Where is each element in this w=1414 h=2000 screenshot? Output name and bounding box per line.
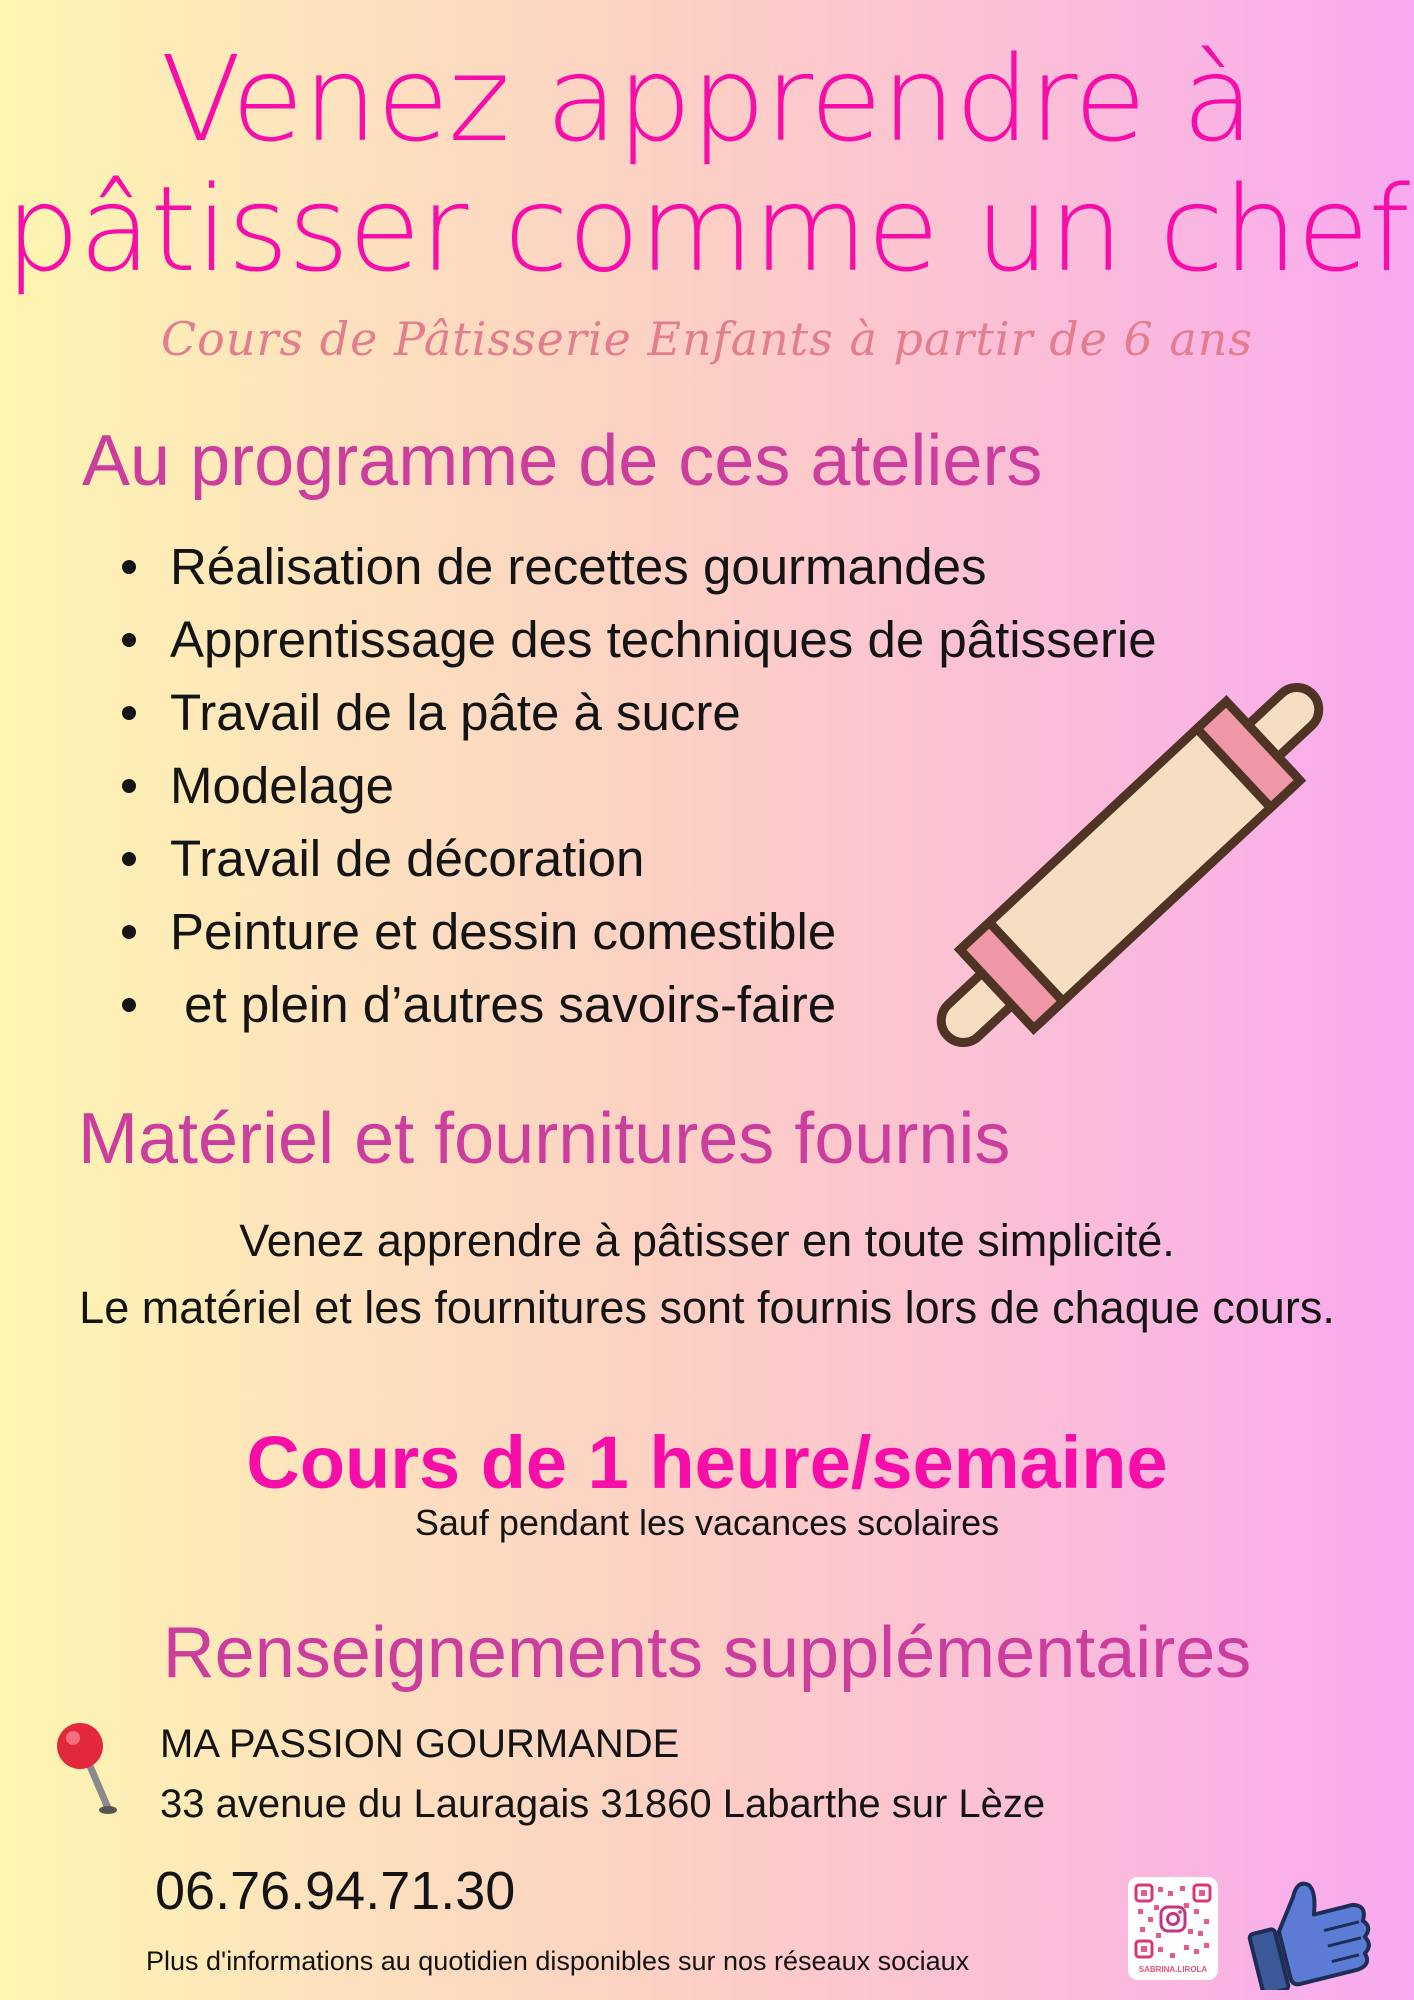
bullet-icon [122, 633, 136, 647]
business-name: MA PASSION GOURMANDE [160, 1722, 680, 1766]
list-item-label: Peinture et dessin comestible [170, 903, 837, 960]
business-address: 33 avenue du Lauragais 31860 Labarthe sur Lèze [160, 1782, 1046, 1826]
list-item-label: Travail de la pâte à sucre [170, 684, 741, 741]
phone-number: 06.76.94.71.30 [155, 1861, 516, 1921]
title-line-2: pâtisser comme un chef [5, 160, 1409, 298]
list-item-label: Réalisation de recettes gourmandes [170, 538, 987, 595]
cours-note: Sauf pendant les vacances scolaires [414, 1502, 1000, 1543]
subtitle: Cours de Pâtisserie Enfants à partir de 6 ans [160, 312, 1254, 366]
programme-heading: Au programme de ces ateliers [82, 421, 1043, 501]
qr-code-icon[interactable] [1128, 1877, 1218, 1980]
thumbs-up-icon [1240, 1872, 1380, 1990]
cours-headline: Cours de 1 heure/semaine [246, 1421, 1168, 1504]
title-line-1: Venez apprendre à [160, 30, 1254, 168]
bullet-icon [122, 998, 136, 1012]
bullet-icon [122, 779, 136, 793]
instagram-icon [1161, 1907, 1185, 1931]
map-pin-icon [50, 1718, 130, 1818]
bullet-icon [122, 560, 136, 574]
qr-pattern [1128, 1877, 1218, 1965]
list-item-label: Apprentissage des techniques de pâtisserie [170, 611, 1157, 668]
bullet-icon [122, 852, 136, 866]
bullet-icon [122, 925, 136, 939]
list-item-label: Travail de décoration [170, 830, 645, 887]
list-item [118, 530, 1157, 603]
materiel-heading: Matériel et fournitures fournis [78, 1099, 1011, 1179]
social-note: Plus d'informations au quotidien disponibles sur nos réseaux sociaux [146, 1946, 970, 1976]
qr-caption: SABRINA.LIROLA [1138, 1965, 1208, 1974]
materiel-line-2: Le matériel et les fournitures sont fournis lors de chaque cours. [79, 1282, 1335, 1333]
renseignements-heading: Renseignements supplémentaires [162, 1613, 1252, 1693]
bullet-icon [122, 706, 136, 720]
list-item-label: Modelage [170, 757, 394, 814]
list-item-label: et plein d’autres savoirs-faire [170, 976, 837, 1033]
materiel-line-1: Venez apprendre à pâtisser en toute simplicité. [239, 1215, 1175, 1266]
rolling-pin-icon [920, 660, 1340, 1070]
